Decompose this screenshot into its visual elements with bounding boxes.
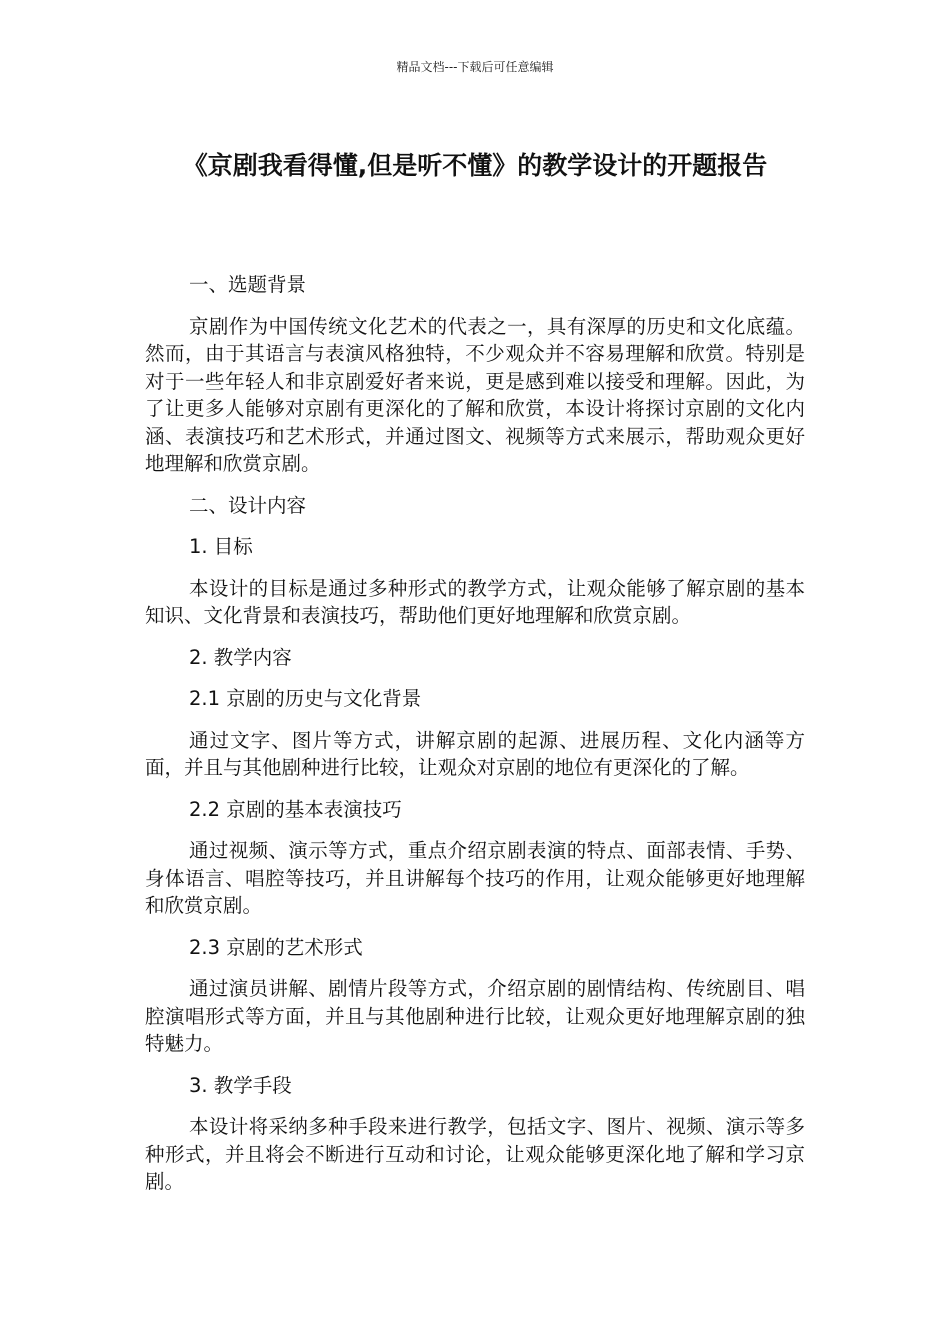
subheading-performance-skills: 2.2 京剧的基本表演技巧 <box>189 797 402 821</box>
section-heading-design-content: 二、设计内容 <box>189 493 307 517</box>
paragraph-art-forms: 通过演员讲解、剧情片段等方式，介绍京剧的剧情结构、传统剧目、唱腔演唱形式等方面，并且与其他剧种进行比较，让观众更好地理解京剧的独特魅力。 <box>145 977 805 1055</box>
subheading-history-culture: 2.1 京剧的历史与文化背景 <box>189 687 422 710</box>
paragraph-goal: 本设计的目标是通过多种形式的教学方式，让观众能够了解京剧的基本知识、文化背景和表演技巧，帮助他们更好地理解和欣赏京剧。 <box>145 576 805 627</box>
paragraph-performance-skills: 通过视频、演示等方式，重点介绍京剧表演的特点、面部表情、手势、身体语言、唱腔等技巧，并且讲解每个技巧的作用，让观众能够更好地理解和欣赏京剧。 <box>145 839 805 917</box>
paragraph-history-culture: 通过文字、图片等方式，讲解京剧的起源、进展历程、文化内涵等方面，并且与其他剧种进行比较，让观众对京剧的地位有更深化的了解。 <box>145 728 805 779</box>
subheading-teaching-means: 3. 教学手段 <box>189 1073 292 1097</box>
document-body <box>145 271 805 1210</box>
section-heading-background: 一、选题背景 <box>189 273 307 296</box>
paragraph-teaching-means: 本设计将采纳多种手段来进行教学，包括文字、图片、视频、演示等多种形式，并且将会不断进行互动和讨论，让观众能够更深化地了解和学习京剧。 <box>145 1115 805 1193</box>
document-title: 《京剧我看得懂,但是听不懂》的教学设计的开题报告 <box>182 151 768 180</box>
page-header-note: 精品文档---下载后可任意编辑 <box>396 60 554 74</box>
paragraph-background: 京剧作为中国传统文化艺术的代表之一，具有深厚的历史和文化底蕴。然而，由于其语言与表演风格独特，不少观众并不容易理解和欣赏。特别是对于一些年轻人和非京剧爱好者来说，更是感到难以接受和理解。因此，为了让更多人能够对京剧有更深化的了解和欣赏，本设计将探讨京剧的文化内涵、表演技巧和艺术形式，并通过图文、视频等方式来展示，帮助观众更好地理解和欣赏京剧。 <box>145 314 805 475</box>
subheading-goal: 1. 目标 <box>189 535 253 558</box>
subheading-art-forms: 2.3 京剧的艺术形式 <box>189 935 363 959</box>
subheading-teaching-content: 2. 教学内容 <box>189 645 292 669</box>
